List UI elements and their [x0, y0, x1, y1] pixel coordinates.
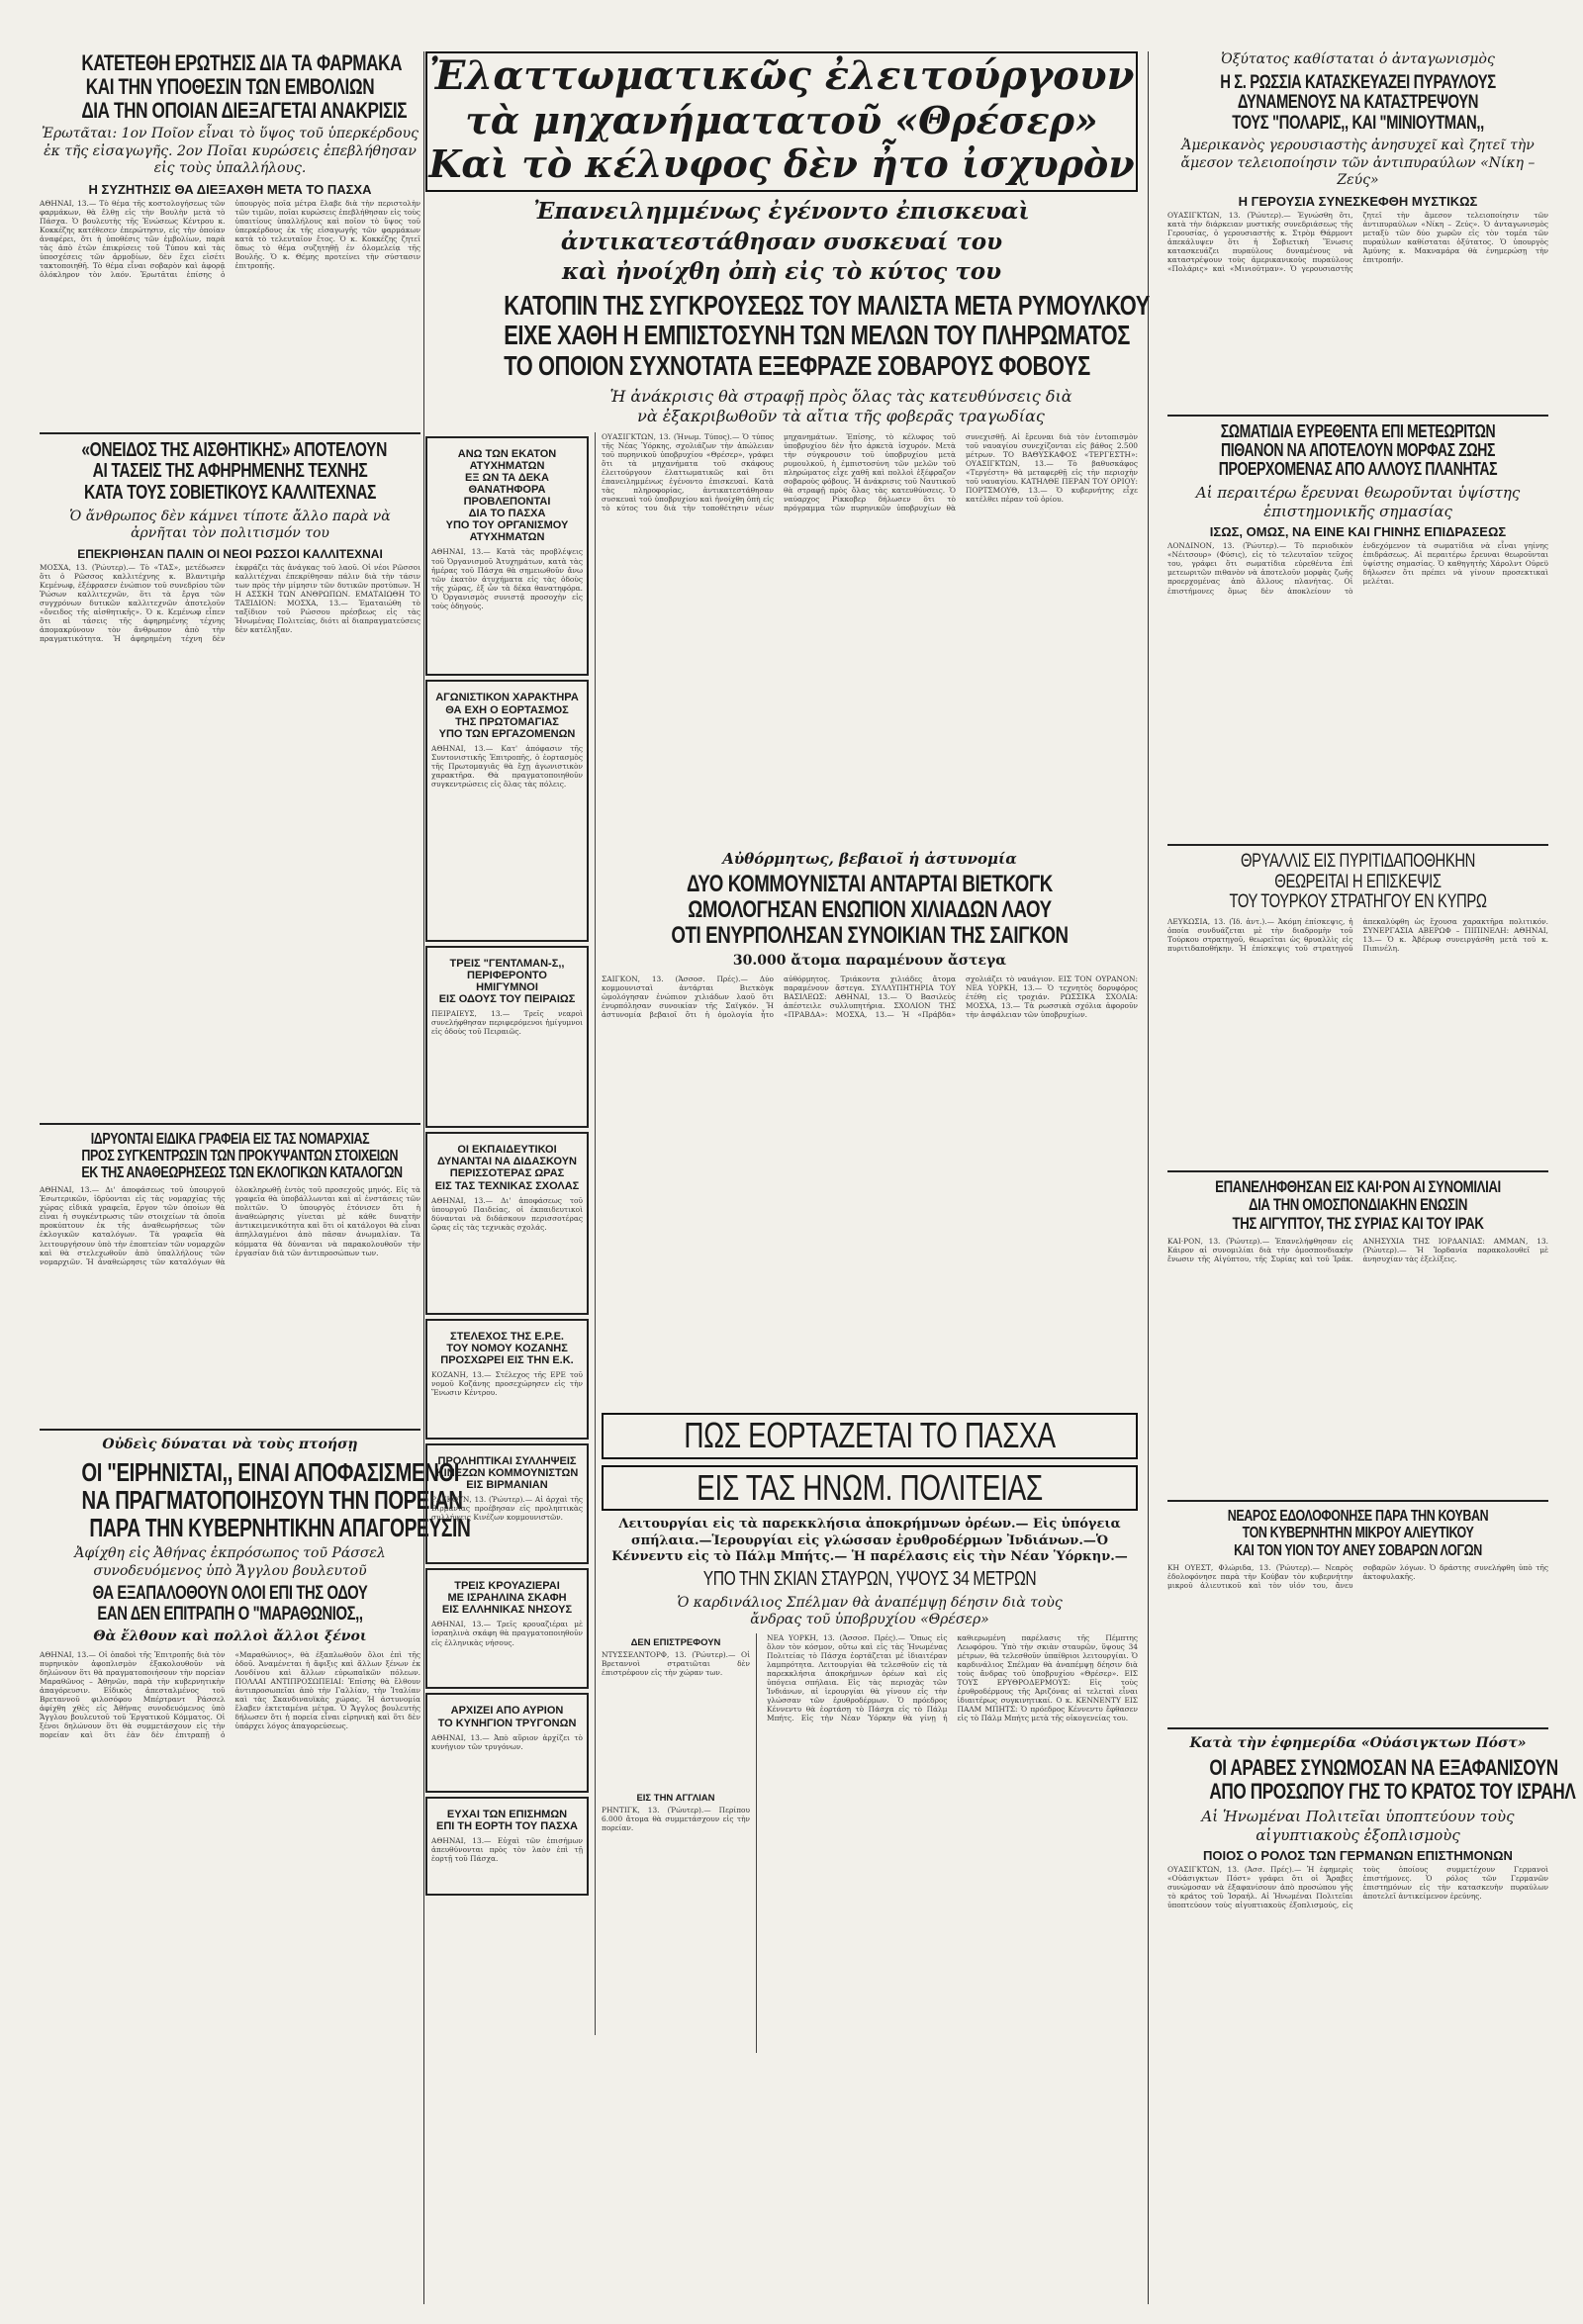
- article-body: ΑΘΗΝΑΙ, 13.— Τὸ θέμα τῆς κοστολογήσεως τῶν φαρμάκων, θὰ ἔλθῃ εἰς τὴν Βουλὴν μετὰ τὸ Πάσχα. Ὁ βουλευτὴς τῆς Ἑνώσεως Κέντρου κ. Κοκκέζης κατέθεσεν ἐπερώτησιν, εἰς τὴν ὁποίαν ἀναφέρει, ὅτι ἡ ὑποθέσις τῶν ἐμβολίων, παρὰ τὰς ἀπὸ ἐτῶν ἐπικρίσεις τοῦ Τύπου καὶ τὰς ὑποσχέσεις τῶν ἁρμοδίων, δὲν ἔχει εἰσέτι τακτοποιηθῆ. Τὸ θέμα εἶναι σοβαρὸν καὶ ἀφορᾷ ὁλόκληρον τὸν λαόν. Ἐρωτᾶται ἐπίσης ὁ ὑπουργὸς ποῖα μέτρα ἔλαβε διὰ τὴν περιστολὴν τῶν τιμῶν, ποῖαι κυρώσεις ἐπεβλήθησαν εἰς τοὺς ὑπαιτίους ὑπαλλήλους καὶ ποῖον τὸ ὕψος τοῦ ὑπερκέρδους ἐκ τῆς εἰσαγωγῆς τῶν φαρμάκων κατὰ τὸ τελευταῖον ἔτος. Ὁ κ. Κοκκέζης ζητεῖ ὅπως τὸ θέμα συζητηθῇ ἐν ὀλομελείᾳ τῆς Βουλῆς. Ὁ κ. Θέμης προτείνει τὴν σύστασιν ἐπιτροπῆς.: [40, 198, 420, 279]
- subheadline: Ἀμερικανὸς γερουσιαστὴς ἀνησυχεῖ καὶ ζητεῖ τὴν ἄμεσον τελειοποίησιν τῶν ἀντιπυραύλων «Νίκη – Ζεύς»: [1180, 138, 1536, 189]
- headline-line: ΚΑΙ ΤΗΝ ΥΠΟΘΕΣΙΝ ΤΩΝ ΕΜΒΟΛΙΩΝ: [85, 73, 375, 99]
- subheadline: Αἱ περαιτέρω ἔρευναι θεωροῦνται ὑψίστης ἐπιστημονικῆς σημασίας: [1195, 483, 1521, 520]
- lead-subheadline: ἀντικατεστάθησαν συσκευαί του: [560, 228, 1003, 255]
- left-column: [40, 50, 471, 2304]
- subheadline: Ἐρωτᾶται: 1ον Ποῖον εἶναι τὸ ὕψος τοῦ ὑπερκέρδους ἐκ τῆς εἰσαγωγῆς. 2ον Ποῖαι κυρώσεις ἐπεβλήθησαν εἰς τοὺς ὑπαλλήλους.: [42, 126, 419, 177]
- subheadline: Αἱ Ἡνωμέναι Πολιτεῖαι ὑποπτεύουν τοὺς αἰγυπτιακοὺς ἐξοπλισμοὺς: [1201, 1807, 1515, 1844]
- headline-line: ΠΡΟΕΡΧΟΜΕΝΑΣ ΑΠΟ ΑΛΛΟΥΣ ΠΛΑΝΗΤΑΣ: [1218, 459, 1498, 480]
- headline-line: ΠΙΘΑΝΟΝ ΝΑ ΑΠΟΤΕΛΟΥΝ ΜΟΡΦΑΣ ΖΩΗΣ: [1220, 439, 1496, 460]
- brief-teachers: [425, 1132, 589, 1314]
- headline-line: ΝΕΑΡΟΣ ΕΔΟΛΟΦΟΝΗΣΕ ΠΑΡΑ ΤΗΝ ΚΟΥΒΑΝ: [1227, 1507, 1489, 1525]
- briefs-column: [425, 432, 596, 2035]
- center-lower: [425, 432, 1138, 2035]
- headline-line: ΕΑΝ ΔΕΝ ΕΠΙΤΡΑΠΗ Ο "ΜΑΡΑΘΩΝΙΟΣ,,: [97, 1603, 363, 1625]
- headline-line: ΔΥΟ ΚΟΜΜΟΥΝΙΣΤΑΙ ΑΝΤΑΡΤΑΙ ΒΙΕΤΚΟΓΚ: [687, 871, 1053, 898]
- headline-line: ΤΟΥ ΤΟΥΡΚΟΥ ΣΤΡΑΤΗΓΟΥ ΕΝ ΚΥΠΡΩ: [1229, 891, 1487, 913]
- subheadline: 30.000 ἄτομα παραμένουν ἄστεγα: [732, 953, 1007, 970]
- headline-line: «ΟΝΕΙΔΟΣ ΤΗΣ ΑΙΣΘΗΤΙΚΗΣ» ΑΠΟΤΕΛΟΥΝ: [81, 438, 387, 461]
- brief-may-day: [425, 680, 589, 941]
- lead-headline-line: τὰ μηχανήματατοῦ «Θρέσερ»: [465, 98, 1098, 142]
- headline-line: ΝΑ ΠΡΑΓΜΑΤΟΠΟΙΗΣΟΥΝ ΤΗΝ ΠΟΡΕΙΑΝ: [81, 1484, 463, 1515]
- article-body: ΟΥΑΣΙΓΚΤΩΝ, 13. (Ἀσσ. Πρές).— Ἡ ἐφημερὶς «Οὐάσιγκτων Πόστ» γράφει ὅτι οἱ Ἄραβες συνώμοσαν νὰ ἐξαφανίσουν ἀπὸ προσώπου γῆς τὸ κράτος τοῦ Ἰσραήλ. Αἱ Ἡνωμέναι Πολιτεῖαι ὑποπτεύουν τοὺς αἰγυπτιακοὺς ἐξοπλισμούς, εἰς τοὺς ὁποίους συμμετέχουν Γερμανοὶ ἐπιστήμονες. Ὁ ρόλος τῶν Γερμανῶν ἐπιστημόνων εἰς τὴν κατασκευὴν πυραύλων ἀποτελεῖ ἀντικείμενον ἐρεύνης.: [1167, 1865, 1548, 1910]
- headline-line: ΚΑΙ ΤΟΝ ΥΙΟΝ ΤΟΥ ΑΝΕΥ ΣΟΒΑΡΩΝ ΛΟΓΩΝ: [1234, 1541, 1482, 1559]
- headline-line: ΟΤΙ ΕΝΥΡΠΟΛΗΣΑΝ ΣΥΝΟΙΚΙΑΝ ΤΗΣ ΣΑΙΓΚΟΝ: [671, 922, 1069, 950]
- article-electoral-offices: [40, 1131, 420, 1424]
- headline-line: ΤΗΣ ΑΙΓΥΠΤΟΥ, ΤΗΣ ΣΥΡΙΑΣ ΚΑΙ ΤΟΥ ΙΡΑΚ: [1232, 1213, 1484, 1233]
- article-cairo-talks: [1167, 1178, 1548, 1494]
- headline-line: ΙΔΡΥΟΝΤΑΙ ΕΙΔΙΚΑ ΓΡΑΦΕΙΑ ΕΙΣ ΤΑΣ ΝΟΜΑΡΧΙΑΣ: [90, 1130, 370, 1148]
- headline-line: ΘΡΥΑΛΛΙΣ ΕΙΣ ΠΥΡΙΤΙΔΑΠΟΘΗΚΗΝ: [1241, 851, 1475, 873]
- lead-headline-line: Καὶ τὸ κέλυφος δὲν ἦτο ἰσχυρὸν: [428, 140, 1135, 186]
- brief-headline: ΕΥΧΑΙ ΤΩΝ ΕΠΙΣΗΜΩΝ ΕΠΙ ΤΗ ΕΟΡΤΗ ΤΟΥ ΠΑΣΧΑ: [436, 1808, 578, 1832]
- article-cuba-murder: [1167, 1508, 1548, 1721]
- divider: [40, 1123, 420, 1125]
- divider: [40, 432, 420, 434]
- article-vietcong: [602, 846, 1138, 1400]
- kicker: ΙΣΩΣ, ΟΜΩΣ, ΝΑ ΕΙΝΕ ΚΑΙ ΓΗΙΝΗΣ ΕΠΙΔΡΑΣΕΩΣ: [1209, 524, 1507, 540]
- headline-line: ΠΑΡΑ ΤΗΝ ΚΥΒΕΡΝΗΤΙΚΗΝ ΑΠΑΓΟΡΕΥΣΙΝ: [89, 1512, 471, 1542]
- article-body: ΟΥΑΣΙΓΚΤΩΝ, 13. (Ῥώυτερ).— Ἐγνώσθη ὅτι, κατὰ τὴν διάρκειαν μυστικῆς συνεδριάσεως τῆς Γερουσίας, ὁ γερουσιαστὴς κ. Στρὸμ Θάρμοντ ἀπεκάλυψεν ὅτι ἡ Σοβιετικὴ Ἕνωσις κατασκευάζει πυραύλους δυναμένους νὰ καταστρέψουν τοὺς ἀμερικανικοὺς πυραύλους «Πολάρις» καὶ «Μινιοῦτμαν». Ὁ γερουσιαστὴς ζητεῖ τὴν ἄμεσον τελειοποίησιν τῶν ἀντιπυραύλων «Νίκη – Ζεύς». Ὁ ἀνταγωνισμὸς μεταξὺ τῶν δύο χωρῶν εἰς τὸν τομέα τῶν πυραύλων καθίσταται ὀξύτατος. Ὁ ὑπουργὸς Ἀμύνης κ. Μακναμάρα θὰ ἐνημερώσῃ τὴν ἐπιτροπήν.: [1167, 210, 1548, 273]
- brief-headline: ΤΡΕΙΣ ΚΡΟΥΑΖΙΕΡΑΙ ΜΕ ΙΣΡΑΗΛΙΝΑ ΣΚΑΦΗ ΕΙΣ ΕΛΛΗΝΙΚΑΣ ΝΗΣΟΥΣ: [441, 1580, 573, 1617]
- article-body: ΝΕΑ ΥΟΡΚΗ, 13. (Ἀσσοσ. Πρές).— Ὅπως εἰς ὅλον τὸν κόσμον, οὕτω καὶ εἰς τὰς Ἡνωμένας Πολιτείας τὸ Πάσχα ἑορτάζεται μὲ ἰδιαιτέραν λαμπρότητα. Λειτουργίαι θὰ τελεσθοῦν εἰς τὰ παρεκκλήσια ἀποκρήμνων ὀρέων καὶ εἰς ὑπόγεια σπήλαια. Εἰς τὰς περιοχὰς τῶν Ἰνδιάνων, αἱ ἱερουργίαι θὰ γίνουν εἰς τὴν γλώσσαν τῶν ἐρυθροδέρμων. Ὁ πρόεδρος Κέννεντυ θὰ ἑορτάσῃ τὸ Πάσχα εἰς τὸ Πάλμ Μπήτς. Εἰς τὴν Νέαν Ὑόρκην θὰ γίνῃ ἡ καθιερωμένη παρέλασις τῆς Πέμπτης Λεωφόρου. Ὑπὸ τὴν σκιὰν σταυρῶν, ὕψους 34 μέτρων, θὰ τελεσθοῦν ὑπαίθριοι λειτουργίαι. Ὁ καρδινάλιος Σπέλμαν θὰ ἀναπέμψῃ δέησιν διὰ τοὺς ἄνδρας τοῦ ὑποβρυχίου «Θρέσερ». ΕΙΣ ΤΟΥΣ ΕΡΥΘΡΟΔΕΡΜΟΥΣ: Εἰς τοὺς ἐρυθροδέρμους τῆς Ἀριζόνας αἱ τελεταὶ εἶναι ἰδιαιτέρως συγκινητικαί. Ο κ. ΚΕΝΝΕΝΤΥ ΕΙΣ ΠΑΛΜ ΜΠΗΤΣ: Ὁ πρόεδρος Κέννεντυ ἔφθασεν εἰς τὸ Πάλμ Μπήτς μετὰ τῆς οἰκογενείας του.: [767, 1632, 1138, 1723]
- article-abstract-art: [40, 440, 420, 1117]
- lead-story-thresher: [425, 51, 1150, 426]
- headline-line: ΚΑΤΟΠΙΝ ΤΗΣ ΣΥΓΚΡΟΥΣΕΩΣ ΤΟΥ ΜΑΛΙΣΤΑ ΜΕΤΑ ΡΥΜΟΥΛΚΟΥ: [504, 290, 1150, 322]
- brief-body: ΑΘΗΝΑΙ, 13.— Εὐχαὶ τῶν ἐπισήμων ἀπευθύνονται πρὸς τὸν λαὸν ἐπὶ τῇ ἑορτῇ τοῦ Πάσχα.: [431, 1835, 583, 1863]
- subheadline: Θὰ ἔλθουν καὶ πολλοὶ ἄλλοι ξένοι: [93, 1628, 367, 1645]
- subheadline: Λειτουργίαι εἰς τὰ παρεκκλήσια ἀποκρήμνων ὀρέων.— Εἰς ὑπόγεια σπήλαια.—Ἱερουργίαι εἰς γλώσσαν ἐρυθροδέρμων Ἰνδιάνων.—Ὁ Κέννεντυ εἰς τὸ Πάλμ Μπήτς.— Ἡ παρέλασις εἰς τὴν Νέαν Ὑόρκην.—: [611, 1517, 1128, 1564]
- article-body: ΛΟΝΔΙΝΟΝ, 13. (Ῥώυτερ).— Τὸ περιοδικὸν «Νέιτσουρ» (Φύσις), εἰς τὸ τελευταῖον τεῦχος του, γράφει ὅτι σωματίδια εὑρεθέντα ἐπὶ μετεωριτῶν πιθανὸν νὰ ἀποτελοῦν μορφὰς ζωῆς προερχομένας ἀπὸ ἄλλους πλανήτας. Οἱ ἐπιστήμονες ὅμως δὲν ἀποκλείουν τὸ ἐνδεχόμενον τὰ σωματίδια νὰ εἶναι γηίνης ἐπιδράσεως. Αἱ περαιτέρω ἔρευναι θεωροῦνται ὑψίστης σημασίας. Ὁ καθηγητὴς Χάρολντ Οὐρεϋ δήλωσεν ὅτι πρέπει νὰ γίνουν προσεκτικαὶ μελέται.: [1167, 541, 1548, 596]
- brief-headline: ΑΝΩ ΤΩΝ ΕΚΑΤΟΝ ΑΤΥΧΗΜΑΤΩΝ ΕΞ ΩΝ ΤΑ ΔΕΚΑ ΘΑΝΑΤΗΦΟΡΑ ΠΡΟΒΛΕΠΟΝΤΑΙ ΔΙΑ ΤΟ ΠΑΣΧΑ ΥΠΟ ΤΟΥ ΟΡΓΑΝΙΣΜΟΥ ΑΤΥΧΗΜΑΤΩΝ: [445, 447, 569, 544]
- article-body: ΑΘΗΝΑΙ, 13.— Δι' ἀποφάσεως τοῦ ὑπουργοῦ Ἐσωτερικῶν, ἱδρύονται εἰς τὰς νομαρχίας τῆς χώρας εἰδικὰ γραφεῖα, ἔργον τῶν ὁποίων θὰ εἶναι ἡ συγκέντρωσις τῶν στοιχείων τὰ ὁποῖα προκύπτουν ἐκ τῆς ἀναθεωρήσεως τῶν ἐκλογικῶν καταλόγων. Τὰ γραφεῖα θὰ λειτουργήσουν ὑπὸ τὴν ἐποπτείαν τῶν νομαρχῶν καὶ θὰ στελεχωθοῦν ἀπὸ ὑπαλλήλους τῶν νομαρχιῶν. Ἡ ἀναθεώρησις τῶν καταλόγων θὰ ὁλοκληρωθῇ ἐντὸς τοῦ προσεχοῦς μηνός. Εἰς τὰ γραφεῖα θὰ ὑποβάλλωνται καὶ αἱ ἐνστάσεις τῶν πολιτῶν. Ὁ ὑπουργὸς ἐτόνισεν ὅτι ἡ ἀναθεώρησις γίνεται μὲ κάθε δυνατὴν ἀντικειμενικότητα καὶ ὅτι οἱ κατάλογοι θὰ εἶναι ἀπηλλαγμένοι ἀπὸ πᾶσαν ἀνωμαλίαν. Τὰ κόμματα θὰ δύνανται νὰ παρακολουθοῦν τὴν ἐργασίαν διὰ τῶν ἀντιπροσώπων των.: [40, 1185, 420, 1266]
- subheadline: Ἀφίχθη εἰς Ἀθήνας ἐκπρόσωπος τοῦ Ράσσελ συνοδευόμενος ὑπὸ Ἄγγλου βουλευτοῦ: [74, 1545, 386, 1579]
- pre-headline: Αὐθόρμητως, βεβαιοῖ ἡ ἀστυνομία: [722, 849, 1017, 868]
- brief-body: ΑΘΗΝΑΙ, 13.— Τρεῖς κρουαζιέραι μὲ ἰσραηλινὰ σκάφη θὰ πραγματοποιηθοῦν εἰς ἑλληνικὰς νήσους.: [431, 1620, 583, 1647]
- headline-line: ΑΙ ΤΑΣΕΙΣ ΤΗΣ ΑΦΗΡΗΜΕΝΗΣ ΤΕΧΝΗΣ: [92, 460, 368, 483]
- article-body: ΛΕΥΚΩΣΙΑ, 13. (Ἰδ. ἀντ.).— Ἀκόμη ἐπίσκεψις, ἡ ὁποία συνδυάζεται μὲ τὴν διαδρομὴν τοῦ Τούρκου στρατηγοῦ, θεωρεῖται ὡς θρυαλλὶς εἰς πυριτιδαποθήκην. Ἡ ἐπίσκεψις τοῦ στρατηγοῦ ἀπεκαλύφθη ὡς ἔχουσα χαρακτῆρα πολιτικόν. ΣΥΝΕΡΓΑΣΙΑ ΑΒΕΡΩΦ – ΠΙΠΙΝΕΛΗ: ΑΘΗΝΑΙ, 13.— Ὁ κ. Ἀβέρωφ συνειργάσθη μετὰ τοῦ κ. Πιπινέλη.: [1167, 916, 1548, 953]
- easter-side-briefs: [602, 1633, 757, 2053]
- pre-headline: Ὀξύτατος καθίσταται ὁ ἀνταγωνισμὸς: [1221, 51, 1495, 67]
- column-rule: [1148, 51, 1149, 2304]
- brief-headline: ΠΡΟΛΗΠΤΙΚΑΙ ΣΥΛΛΗΨΕΙΣ ΚΙΝΕΖΩΝ ΚΟΜΜΟΥΝΙΣΤΩΝ ΕΙΣ ΒΙΡΜΑΝΙΑΝ: [435, 1454, 579, 1492]
- headline-line: ΚΑΤΕΤΕΘΗ ΕΡΩΤΗΣΙΣ ΔΙΑ ΤΑ ΦΑΡΜΑΚΑ: [81, 50, 403, 75]
- headline-line: ΠΩΣ ΕΟΡΤΑΖΕΤΑΙ ΤΟ ΠΑΣΧΑ: [684, 1414, 1056, 1455]
- brief-headline: ΣΤΕΛΕΧΟΣ ΤΗΣ Ε.Ρ.Ε. ΤΟΥ ΝΟΜΟΥ ΚΟΖΑΝΗΣ ΠΡΟΣΧΩΡΕΙ ΕΙΣ ΤΗΝ Ε.Κ.: [440, 1330, 574, 1366]
- brief-wishes: [425, 1797, 589, 1896]
- column-rule: [423, 51, 424, 2304]
- brief-body: ΚΟΖΑΝΗ, 13.— Στέλεχος τῆς ΕΡΕ τοῦ νομοῦ Κοζάνης προσεχώρησεν εἰς τὴν Ἕνωσιν Κέντρου.: [431, 1369, 583, 1397]
- center-column: [425, 51, 1150, 2304]
- article-israel: [1167, 1734, 1576, 2093]
- kicker: Η ΓΕΡΟΥΣΙΑ ΣΥΝΕΣΚΕΦΘΗ ΜΥΣΤΙΚΩΣ: [1238, 193, 1478, 209]
- brief-hunting: [425, 1693, 589, 1792]
- brief-headline: ΑΓΩΝΙΣΤΙΚΟΝ ΧΑΡΑΚΤΗΡΑ ΘΑ ΕΧΗ Ο ΕΟΡΤΑΣΜΟΣ ΤΗΣ ΠΡΩΤΟΜΑΓΙΑΣ ΥΠΟ ΤΩΝ ΕΡΓΑΖΟΜΕΝΩΝ: [435, 692, 579, 740]
- headline-line: ΚΑΤΑ ΤΟΥΣ ΣΟΒΙΕΤΙΚΟΥΣ ΚΑΛΛΙΤΕΧΝΑΣ: [83, 481, 377, 504]
- headline-line: ΘΕΩΡΕΙΤΑΙ Η ΕΠΙΣΚΕΨΙΣ: [1274, 871, 1442, 892]
- headline-line: ΕΙΣ ΤΑΣ ΗΝΩΜ. ΠΟΛΙΤΕΙΑΣ: [697, 1466, 1043, 1508]
- headline-line: ΟΙ "ΕΙΡΗΝΙΣΤΑΙ,, ΕΙΝΑΙ ΑΠΟΦΑΣΙΣΜΕΝΟΙ: [81, 1456, 460, 1487]
- kicker: ΠΟΙΟΣ Ο ΡΟΛΟΣ ΤΩΝ ΓΕΡΜΑΝΩΝ ΕΠΙΣΤΗΜΟΝΩΝ: [1203, 1848, 1513, 1864]
- headline-line: ΕΠΑΝΕΛΗΦΘΗΣΑΝ ΕΙΣ ΚΑΙ·ΡΟΝ ΑΙ ΣΥΝΟΜΙΛΙΑΙ: [1215, 1176, 1501, 1196]
- article-body: ΚΑΙ·ΡΟΝ, 13. (Ῥώυτερ).— Ἐπανελήφθησαν εἰς Κάιρον αἱ συνομιλίαι διὰ τὴν ὁμοσπονδιακὴν ἕνωσιν τῆς Αἰγύπτου, τῆς Συρίας καὶ τοῦ Ἰράκ. ΑΝΗΣΥΧΙΑ ΤΗΣ ΙΟΡΔΑΝΙΑΣ: ΑΜΜΑΝ, 13. (Ῥώυτερ).— Ἡ Ἰορδανία παρακολουθεῖ μὲ ἀνησυχίαν τὰς ἐξελίξεις.: [1167, 1236, 1548, 1264]
- divider: [1167, 844, 1548, 846]
- divider: [1167, 1170, 1548, 1172]
- headline-line: ΕΙΧΕ ΧΑΘΗ Η ΕΜΠΙΣΤΟΣΥΝΗ ΤΩΝ ΜΕΛΩΝ ΤΟΥ ΠΛΗΡΩΜΑΤΟΣ: [504, 320, 1130, 351]
- pre-headline: Κατὰ τὴν ἐφημερίδα «Οὐάσιγκτων Πόστ»: [1189, 1734, 1527, 1751]
- easter-title-box: [602, 1413, 1138, 1459]
- article-body: ΟΥΑΣΙΓΚΤΩΝ, 13. (Ἡνωμ. Τύπος).— Ὁ τύπος τῆς Νέας Ὑόρκης, σχολιάζων τὴν ἀπώλειαν τοῦ πυρηνικοῦ ὑποβρυχίου «Θρέσερ», γράφει ὅτι τὰ μηχανήματα τοῦ σκάφους ἐλειτούργουν ἐλαττωματικῶς καὶ ὅτι ἐπανειλημμένως ἐγένοντο ἐπισκευαί. Κατὰ τὰς πληροφορίας, ἀντικατεστάθησαν συσκευαὶ τοῦ ὑποβρυχίου καὶ ἠνοίχθη ὀπὴ εἰς τὸ κύτος του διὰ τὴν τοποθέτησιν νέων μηχανημάτων. Ἐπίσης, τὸ κέλυφος τοῦ ὑποβρυχίου δὲν ἦτο ἀρκετὰ ἰσχυρόν. Μετὰ τὴν σύγκρουσιν τοῦ ὑποβρυχίου μετὰ ρυμουλκοῦ, ἡ ἐμπιστοσύνη τῶν μελῶν τοῦ πληρώματος εἶχε χαθῆ καὶ πολλοὶ ἐξέφραζον σοβαροὺς φόβους. Ἡ ἀνάκρισις τοῦ Ναυτικοῦ θὰ στραφῇ πρὸς ὅλας τὰς κατευθύνσεις. Ὁ ναύαρχος Ρίκκοβερ δήλωσεν ὅτι τὸ πρόγραμμα τῶν πυρηνικῶν ὑποβρυχίων θὰ συνεχισθῇ. Αἱ ἔρευναι διὰ τὸν ἐντοπισμὸν τοῦ ναυαγίου συνεχίζονται εἰς βάθος 2.500 μέτρων. ΤΟ ΒΑΘΥΣΚΑΦΟΣ «ΤΕΡΓΕΣΤΗ»: ΟΥΑΣΙΓΚΤΩΝ, 13.— Τὸ βαθυσκάφος «Τεργέστη» θὰ μεταφερθῇ εἰς τὴν περιοχὴν τοῦ ναυαγίου. ΚΑΤΗΛΘΕ ΠΕΡΑΝ ΤΟΥ ΟΡΙΟΥ: ΠΟΡΤΣΜΟΥΘ, 13.— Ὁ κυβερνήτης εἶχε κατέλθει πέραν τοῦ ὁρίου.: [602, 431, 1138, 512]
- article-body: ΚΗ ΟΥΕΣΤ, Φλώριδα, 13. (Ῥώυτερ).— Νεαρὸς ἐδολοφόνησε παρὰ τὴν Κούβαν τὸν κυβερνήτην μικροῦ ἁλιευτικοῦ καὶ τὸν υἱόν του, ἄνευ σοβαρῶν λόγων. Ὁ δράστης συνελήφθη ὑπὸ τῆς ἀκτοφυλακῆς.: [1167, 1562, 1548, 1590]
- lead-subheadline: Ἡ ἀνάκρισις θὰ στραφῇ πρὸς ὅλας τὰς κατευθύνσεις διὰ νὰ ἐξακριβωθοῦν τὰ αἴτια τῆς φοβερᾶς τραγωδίας: [609, 386, 1072, 425]
- headline-line: ΔΙΑ ΤΗΝ ΟΠΟΙΑΝ ΔΙΕΞΑΓΕΤΑΙ ΑΝΑΚΡΙΣΙΣ: [81, 97, 408, 123]
- headline-line: ΩΜΟΛΟΓΗΣΑΝ ΕΝΩΠΙΟΝ ΧΙΛΙΑΔΩΝ ΛΑΟΥ: [688, 896, 1052, 924]
- brief-headline: ΑΡΧΙΖΕΙ ΑΠΟ ΑΥΡΙΟΝ ΤΟ ΚΥΝΗΓΙΟΝ ΤΡΥΓΟΝΩΝ: [437, 1705, 577, 1729]
- headline-line: Η Σ. ΡΩΣΣΙΑ ΚΑΤΑΣΚΕΥΑΖΕΙ ΠΥΡΑΥΛΟΥΣ: [1220, 71, 1496, 93]
- divider: [1167, 415, 1548, 417]
- headline-line: ΤΟΥΣ "ΠΟΛΑΡΙΣ,, ΚΑΙ "ΜΙΝΙΟΥΤΜΑΝ,,: [1232, 112, 1484, 134]
- brief-headline: ΤΡΕΙΣ "ΓΕΝΤΛΜΑΝ-Σ,, ΠΕΡΙΦΕΡΟΝΤΟ ΗΜΙΓΥΜΝΟΙ ΕΙΣ ΟΔΟΥΣ ΤΟΥ ΠΕΙΡΑΙΩΣ: [438, 957, 576, 1006]
- article-easter-usa: [602, 1407, 1138, 2035]
- brief-body: ΑΘΗΝΑΙ, 13.— Κατὰ τὰς προβλέψεις τοῦ Ὀργανισμοῦ Ἀτυχημάτων, κατὰ τὰς ἡμέρας τοῦ Πάσχα θὰ σημειωθοῦν ἄνω τῶν ἑκατὸν ἀτυχήματα εἰς τὰς ὁδοὺς τῆς χώρας, ἐξ ὧν τὰ δέκα θανατηφόρα. Ὁ Ὀργανισμὸς συνιστᾷ προσοχὴν εἰς τοὺς ὁδηγούς.: [431, 547, 583, 610]
- headline-line: ΔΙΑ ΤΗΝ ΟΜΟΣΠΟΝΔΙΑΚΗΝ ΕΝΩΣΙΝ: [1248, 1195, 1468, 1215]
- headline-line: ΤΟ ΟΠΟΙΟΝ ΣΥΧΝΟΤΑΤΑ ΕΞΕΦΡΑΖΕ ΣΟΒΑΡΟΥΣ ΦΟΒΟΥΣ: [504, 349, 1090, 381]
- lead-subheadline: Ἐπανειλημμένως ἐγένοντο ἐπισκευαὶ: [533, 197, 1030, 225]
- brief-body: ΡΗΝΤΙΓΚ, 13. (Ῥώυτερ).— Περίπου 6.000 ἄτομα θὰ συμμετάσχουν εἰς τὴν πορείαν.: [602, 1805, 750, 1832]
- headline-line: ΕΚ ΤΗΣ ΑΝΑΘΕΩΡΗΣΕΩΣ ΤΩΝ ΕΚΛΟΓΙΚΩΝ ΚΑΤΑΛΟΓΩΝ: [81, 1164, 403, 1182]
- right-column: [1167, 51, 1576, 2304]
- divider: [40, 1429, 420, 1431]
- brief-body: ΑΘΗΝΑΙ, 13.— Κατ' ἀπόφασιν τῆς Συντονιστικῆς Ἐπιτροπῆς, ὁ ἑορτασμὸς τῆς Πρωτομαγιᾶς θὰ ἔχῃ ἀγωνιστικὸν χαρακτῆρα. Θὰ πραγματοποιηθοῦν συγκεντρώσεις εἰς ὅλας τὰς πόλεις.: [431, 743, 583, 789]
- brief-headline: ΕΙΣ ΤΗΝ ΑΓΓΛΙΑΝ: [636, 1792, 715, 1804]
- article-peace-march: [40, 1437, 471, 2164]
- headline-line: ΔΥΝΑΜΕΝΟΥΣ ΝΑ ΚΑΤΑΣΤΡΕΨΟΥΝ: [1237, 92, 1479, 114]
- easter-body-row: [602, 1633, 1138, 2053]
- easter-title-box: [602, 1465, 1138, 1512]
- divider: [1167, 1727, 1548, 1729]
- article-pharmaceuticals: [40, 51, 420, 426]
- article-body: ΣΑΙΓΚΟΝ, 13. (Ἀσσοσ. Πρές).— Δύο κομμουνισταὶ ἀντάρται Βιετκὸγκ ὡμολόγησαν ἐνώπιον χιλιάδων λαοῦ ὅτι ἐνυρπόλησαν συνοικίαν τῆς Σαϊγκόν. Ἡ ἀστυνομία βεβαιοῖ ὅτι ἡ ὁμολογία ἦτο αὐθόρμητος. Τριάκοντα χιλιάδες ἄτομα παραμένουν ἄστεγα. ΣΥΛΛΥΠΗΤΗΡΙΑ ΤΟΥ ΒΑΣΙΛΕΩΣ: ΑΘΗΝΑΙ, 13.— Ὁ Βασιλεὺς ἀπέστειλε συλλυπητήρια. ΣΧΟΛΙΟΝ ΤΗΣ «ΠΡΑΒΔΑ»: ΜΟΣΧΑ, 13.— Ἡ «Πράβδα» σχολιάζει τὸ ναυάγιον. ΕΙΣ ΤΟΝ ΟΥΡΑΝΟΝ: ΝΕΑ ΥΟΡΚΗ, 13.— Ὁ τεχνητὸς δορυφόρος ἐτέθη εἰς τροχιάν. ΡΩΣΣΙΚΑ ΣΧΟΛΙΑ: ΜΟΣΧΑ, 13.— Τὰ ρωσσικὰ σχόλια ἀφοροῦν τὴν ἀσφάλειαν τῶν ὑποβρυχίων.: [602, 974, 1138, 1019]
- brief-kozani: [425, 1319, 589, 1440]
- brief-headline: ΔΕΝ ΕΠΙΣΤΡΕΦΟΥΝ: [630, 1636, 721, 1648]
- pre-headline: Οὐδεὶς δύναται νὰ τοὺς πτοήσῃ: [102, 1437, 358, 1453]
- brief-body: ΡΑΓΚΟΥΝ, 13. (Ῥώυτερ).— Αἱ ἀρχαὶ τῆς Βιρμανίας προέβησαν εἰς προληπτικὰς συλλήψεις Κινέζων κομμουνιστῶν.: [431, 1495, 583, 1523]
- kicker: Η ΣΥΖΗΤΗΣΙΣ ΘΑ ΔΙΕΞΑΧΘΗ ΜΕΤΑ ΤΟ ΠΑΣΧΑ: [88, 181, 372, 197]
- subheadline: Ὁ καρδινάλιος Σπέλμαν θὰ ἀναπέμψῃ δέησιν διὰ τοὺς ἄνδρας τοῦ ὑποβρυχίου «Θρέσερ»: [677, 1594, 1063, 1628]
- article-soviet-missiles: [1167, 51, 1548, 409]
- lead-subheadline: καὶ ἠνοίχθη ὀπὴ εἰς τὸ κύτος του: [561, 258, 1002, 286]
- lead-headline-line: Ἐλαττωματικῶς ἐλειτούργουν: [428, 52, 1135, 99]
- brief-body: ΑΘΗΝΑΙ, 13.— Ἀπὸ αὔριον ἀρχίζει τὸ κυνήγιον τῶν τρυγόνων.: [431, 1732, 583, 1751]
- article-cyprus: [1167, 852, 1548, 1164]
- brief-body: ΠΕΙΡΑΙΕΥΣ, 13.— Τρεῖς νεαροὶ συνελήφθησαν περιφερόμενοι ἡμίγυμνοι εἰς ὁδοὺς τοῦ Πειραιῶς.: [431, 1009, 583, 1037]
- brief-headline: ΟΙ ΕΚΠΑΙΔΕΥΤΙΚΟΙ ΔΥΝΑΝΤΑΙ ΝΑ ΔΙΔΑΣΚΟΥΝ ΠΕΡΙΣΣΟΤΕΡΑΣ ΩΡΑΣ ΕΙΣ ΤΑΣ ΤΕΧΝΙΚΑΣ ΣΧΟΛΑΣ: [434, 1144, 580, 1192]
- article-body: ΜΟΣΧΑ, 13. (Ῥώυτερ).— Τὸ «ΤΑΣ», μετέδωσεν ὅτι ὁ Ρῶσσος καλλιτέχνης κ. Βλαντιμὴρ Κεμένωφ, ἐξέφρασεν ἐνώπιον τοῦ συνεδρίου τῶν Ῥώσων καλλιτεχνῶν, ὅτι τὰ ἔργα τῶν συγχρόνων δυτικῶν καλλιτεχνῶν ἀποτελοῦν «ὄνειδος τῆς αἰσθητικῆς». Ὁ κ. Κεμένωφ εἶπεν ὅτι αἱ τάσεις τῆς ἀφηρημένης τέχνης ἀπομακρύνουν τὸν ἄνθρωπον ἀπὸ τὴν πραγματικότητα. Ἡ ἀφηρημένη τέχνη δὲν ἐκφράζει τὰς ἀνάγκας τοῦ λαοῦ. Οἱ νέοι Ρῶσσοι καλλιτέχναι ἐπεκρίθησαν πάλιν διὰ τὴν τάσιν των πρὸς τὴν μίμησιν τῶν δυτικῶν προτύπων. Ἡ Η ΑΣΣΚΗ ΤΩΝ ΑΝΘΡΩΠΩΝ. ΕΜΑΤΑΙΩΘΗ ΤΟ ΤΑΞΙΔΙΟΝ: ΜΟΣΧΑ, 13.— Ἐματαιώθη τὸ ταξίδιον τοῦ Ρώσσου πρέσβεως εἰς τὰς Ἡνωμένας Πολιτείας, διότι αἱ διαπραγματεύσεις δὲν κατέληξαν.: [40, 562, 420, 643]
- brief-body: ΑΘΗΝΑΙ, 13.— Δι' ἀποφάσεως τοῦ ὑπουργοῦ Παιδείας, οἱ ἐκπαιδευτικοὶ δύνανται νὰ διδάσκουν περισσοτέρας ὥρας εἰς τὰς τεχνικὰς σχολάς.: [431, 1195, 583, 1232]
- article-body: ΑΘΗΝΑΙ, 13.— Οἱ ὀπαδοὶ τῆς Ἐπιτροπῆς διὰ τὸν πυρηνικὸν ἀφοπλισμὸν ἐξακολουθοῦν νὰ δηλώνουν ὅτι θὰ πραγματοποιήσουν τὴν πορείαν Μαραθῶνος – Ἀθηνῶν, παρὰ τὴν κυβερνητικὴν ἀπαγόρευσιν. Εἰδικὸς ἀπεσταλμένος τοῦ Βρεταννοῦ φιλοσόφου Μπέρτραντ Ράσσελ ἀφίχθη χθὲς εἰς Ἀθήνας συνοδευόμενος ὑπὸ Ἄγγλου βουλευτοῦ τοῦ Ἐργατικοῦ Κόμματος. Οἱ ξένοι δηλώνουν ὅτι θὰ συμμετάσχουν εἰς τὴν πορείαν καὶ ὅτι ἐὰν δὲν ἐπιτραπῇ ὁ «Μαραθώνιος», θὰ ἐξαπλωθοῦν ὅλοι ἐπὶ τῆς ὁδοῦ. Ἀναμένεται ἡ ἄφιξις καὶ ἄλλων ξένων ἐκ Λονδίνου καὶ ἄλλων εὐρωπαϊκῶν πόλεων. ΠΟΛΛΑΙ ΑΝΤΙΠΡΟΣΩΠΕΙΑΙ: Ἐπίσης θὰ ἔλθουν ἀντιπροσωπεῖαι ἀπὸ τὴν Γαλλίαν, τὴν Ἰταλίαν καὶ τὰς Σκανδιναυϊκὰς χώρας. Ἡ ἀστυνομία ἔλαβεν ἐκτεταμένα μέτρα. Ὁ Ἄγγλος βουλευτὴς δήλωσεν ὅτι ἡ πορεία εἶναι εἰρηνικὴ καὶ ὅτι δὲν ὑπάρχει λόγος ἀπαγορεύσεως.: [40, 1649, 420, 1739]
- brief-gentlemen: [425, 946, 589, 1128]
- headline-line: ΘΑ ΕΞΑΠΑΛΟΘΟΥΝ ΟΛΟΙ ΕΠΙ ΤΗΣ ΟΔΟΥ: [92, 1583, 368, 1605]
- brief-body: ΝΤΥΣΣΕΛΝΤΟΡΦ, 13. (Ῥώυτερ).— Οἱ Βρεταννοὶ στρατιῶται δὲν ἐπιστρέφουν εἰς τὴν χώραν των.: [602, 1649, 750, 1677]
- headline-line: ΤΟΝ ΚΥΒΕΡΝΗΤΗΝ ΜΙΚΡΟΥ ΑΛΙΕΥΤΙΚΟΥ: [1242, 1525, 1474, 1542]
- headline-line: ΠΡΟΣ ΣΥΓΚΕΝΤΡΩΣΙΝ ΤΩΝ ΠΡΟΚΥΨΑΝΤΩΝ ΣΤΟΙΧΕΙΩΝ: [81, 1147, 399, 1164]
- headline-line: ΣΩΜΑΤΙΔΙΑ ΕΥΡΕΘΕΝΤΑ ΕΠΙ ΜΕΤΕΩΡΙΤΩΝ: [1220, 420, 1496, 441]
- brief-accidents: [425, 436, 589, 677]
- divider: [1167, 1500, 1548, 1502]
- headline-line: ΟΙ ΑΡΑΒΕΣ ΣΥΝΩΜΟΣΑΝ ΝΑ ΕΞΑΦΑΝΙΣΟΥΝ: [1209, 1755, 1558, 1781]
- headline-line: ΥΠΟ ΤΗΝ ΣΚΙΑΝ ΣΤΑΥΡΩΝ, ΥΨΟΥΣ 34 ΜΕΤΡΩΝ: [702, 1568, 1037, 1591]
- article-meteorites: [1167, 422, 1548, 839]
- subheadline: Ὁ ἄνθρωπος δὲν κάμνει τίποτε ἄλλο παρὰ νὰ ἀρνῆται τὸν πολιτισμόν του: [69, 508, 391, 542]
- lead-continuation: [602, 432, 1138, 838]
- brief-cruises: [425, 1568, 589, 1689]
- kicker: ΕΠΕΚΡΙΘΗΣΑΝ ΠΑΛΙΝ ΟΙ ΝΕΟΙ ΡΩΣΣΟΙ ΚΑΛΛΙΤΕΧΝΑΙ: [77, 546, 383, 561]
- brief-burma: [425, 1443, 589, 1564]
- headline-line: ΑΠΟ ΠΡΟΣΩΠΟΥ ΓΗΣ ΤΟ ΚΡΑΤΟΣ ΤΟΥ ΙΣΡΑΗΛ: [1209, 1779, 1576, 1805]
